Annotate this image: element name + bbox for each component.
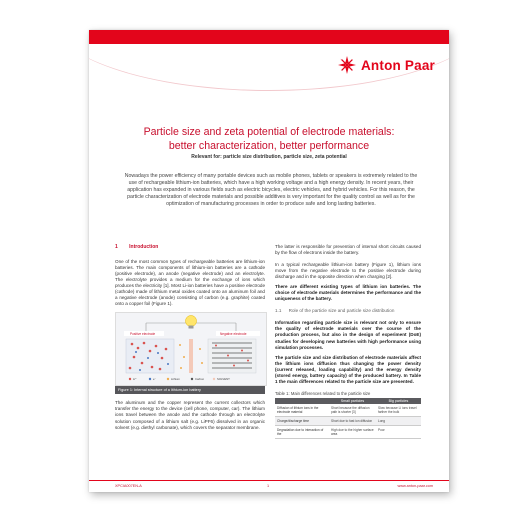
table-cell: Diffusion of lithium ions in the electrode material xyxy=(275,404,329,417)
negative-electrode-label: Negative electrode xyxy=(220,332,247,337)
legend-item: Lithium xyxy=(171,377,181,382)
title-line-1: Particle size and zeta potential of electrode materials: xyxy=(143,126,395,138)
table-header: Big particles xyxy=(376,398,421,404)
table-row xyxy=(275,426,421,439)
table-1 xyxy=(275,391,421,439)
legend-item: Carbon xyxy=(195,377,205,382)
lightbulb-icon xyxy=(146,316,236,334)
intro-paragraph: One of the most common types of rechargeable batteries are lithium-ion batteries. The main components of lithium-ion batteries are a cathode (positive electrode), an anode (negative electrode) and an electrolyte. The electrolyte provides a medium for the exchange of ions which produces the electricity [1]. Most Li-ion batteries have a positive electrode (cathode) made of lithium metal oxides coated onto an aluminum foil and a negative electrode (anode) consisting of carbon (e.g. graphite) coated onto a copper foil (Figure 1). xyxy=(115,259,265,307)
current-collectors-paragraph: The aluminum and the copper represent the current collectors which transfer the energy to the device (cell phone, computer, car). The lithium ions travel between the anode and the cathode through an electrolyte solution composed of a lithium salt (e.g. LiPF6) dissolved in an organic solvent (e.g. diethyl carbonate), which covers the separator membrane. xyxy=(115,400,265,430)
table-cell: Slow because Li ions travel farther the bulk xyxy=(376,404,421,417)
anton-paar-logo-icon xyxy=(338,56,356,74)
legend-item: SOLVENT xyxy=(217,377,230,382)
table-title: Table 1: Main differences related to the particle size xyxy=(275,390,371,396)
table-cell: High due to the higher surface area xyxy=(329,426,376,439)
battery-types-paragraph: There are different existing types of lithium ion batteries. The choice of electrode materials determines the performance and the uniqueness of the battery. xyxy=(275,284,421,302)
battery-figure xyxy=(115,312,267,386)
table-cell: Charge/discharge time xyxy=(275,417,329,426)
brand-logo xyxy=(338,56,435,74)
cathode xyxy=(126,339,174,373)
section-number: 1 xyxy=(115,244,118,250)
anode xyxy=(208,339,256,373)
brand-name: Anton Paar xyxy=(360,57,435,73)
particle-size-distribution-paragraph: The particle size and size distribution of electrode materials affect the lithium ions diffusion thus changing the power density (current released, loading capability) and the energy density (stored energy, battery capacity) of the produced battery. In Table 1 the main differences related to the particle size are presented. xyxy=(275,354,421,384)
legend-item: e⁻ xyxy=(153,377,157,382)
table-header: Small particles xyxy=(329,398,376,404)
particle-size-table xyxy=(275,398,421,439)
table-cell: Short because the diffusion path is shorter [3] xyxy=(329,404,376,417)
table-cell: Degradation due to interaction of the xyxy=(275,426,329,439)
separator-paragraph: The latter is responsible for prevention of internal short circuits caused by the flow of electrons inside the battery. xyxy=(275,244,421,256)
abstract: Nowadays the power efficiency of many portable devices such as mobile phones, tablets or speakers is extremely related to the use of rechargeable lithium-ion batteries, which have a high working voltage and a high energy density. In recent years, their application has expanded in various fields such as electric bicycles, electric vehicles, and hybrid vehicles. For this reason, the particle characterization of electrode materials and possible additives is very important for the quality control as well as for the optimization of manufacturing processes in order to produce safe and long lasting batteries. xyxy=(124,173,418,208)
legend-item: Li⁺ xyxy=(133,377,137,382)
subsection-1-1-heading xyxy=(275,308,421,314)
relevant-for-label: Relevant for: xyxy=(191,154,222,160)
charge-discharge-paragraph: In a typical rechargeable lithium-ion battery (Figure 1), lithium ions move from the negative electrode to the positive electrode during discharge and in the opposite direction when charging [2]. xyxy=(275,262,421,280)
figure-caption: Figure 1: Internal structure of a lithium-ion battery xyxy=(115,386,265,394)
document-page xyxy=(89,30,449,492)
page-footer xyxy=(89,480,449,492)
figure-legend xyxy=(129,378,230,382)
relevant-for-text: particle size distribution, particle size, zeta potential xyxy=(223,154,347,160)
footer-doc-id: XPCIA007EN-A xyxy=(115,484,142,488)
subsection-number: 1.1 xyxy=(275,308,282,314)
table-row xyxy=(275,404,421,417)
left-column xyxy=(115,244,265,435)
footer-url[interactable]: www.anton-paar.com xyxy=(397,484,433,488)
table-cell: Poor xyxy=(376,426,421,439)
battery-diagram xyxy=(116,313,266,385)
section-title: Introduction xyxy=(129,244,159,250)
table-row xyxy=(275,417,421,426)
section-1-heading xyxy=(115,244,265,250)
table-cell: Long xyxy=(376,417,421,426)
document-title xyxy=(107,126,431,153)
title-line-2: better characterization, better performance xyxy=(168,139,370,152)
table-cell: Short due to fast ion diffusion xyxy=(329,417,376,426)
right-column xyxy=(275,244,421,439)
relevant-for-line xyxy=(107,154,431,160)
footer-page-number: 1 xyxy=(267,484,270,488)
separator-membrane xyxy=(189,339,193,373)
subsection-title: Role of the particle size and particle size distribution xyxy=(288,308,395,314)
particle-size-paragraph: Information regarding particle size is relevant not only to ensure the quality of electrode materials over the course of the production process, but also in the design of experiment (DoE) studies for developing new batteries with high performance using simulation processes. xyxy=(275,320,421,350)
positive-electrode-label: Positive electrode xyxy=(130,332,156,337)
